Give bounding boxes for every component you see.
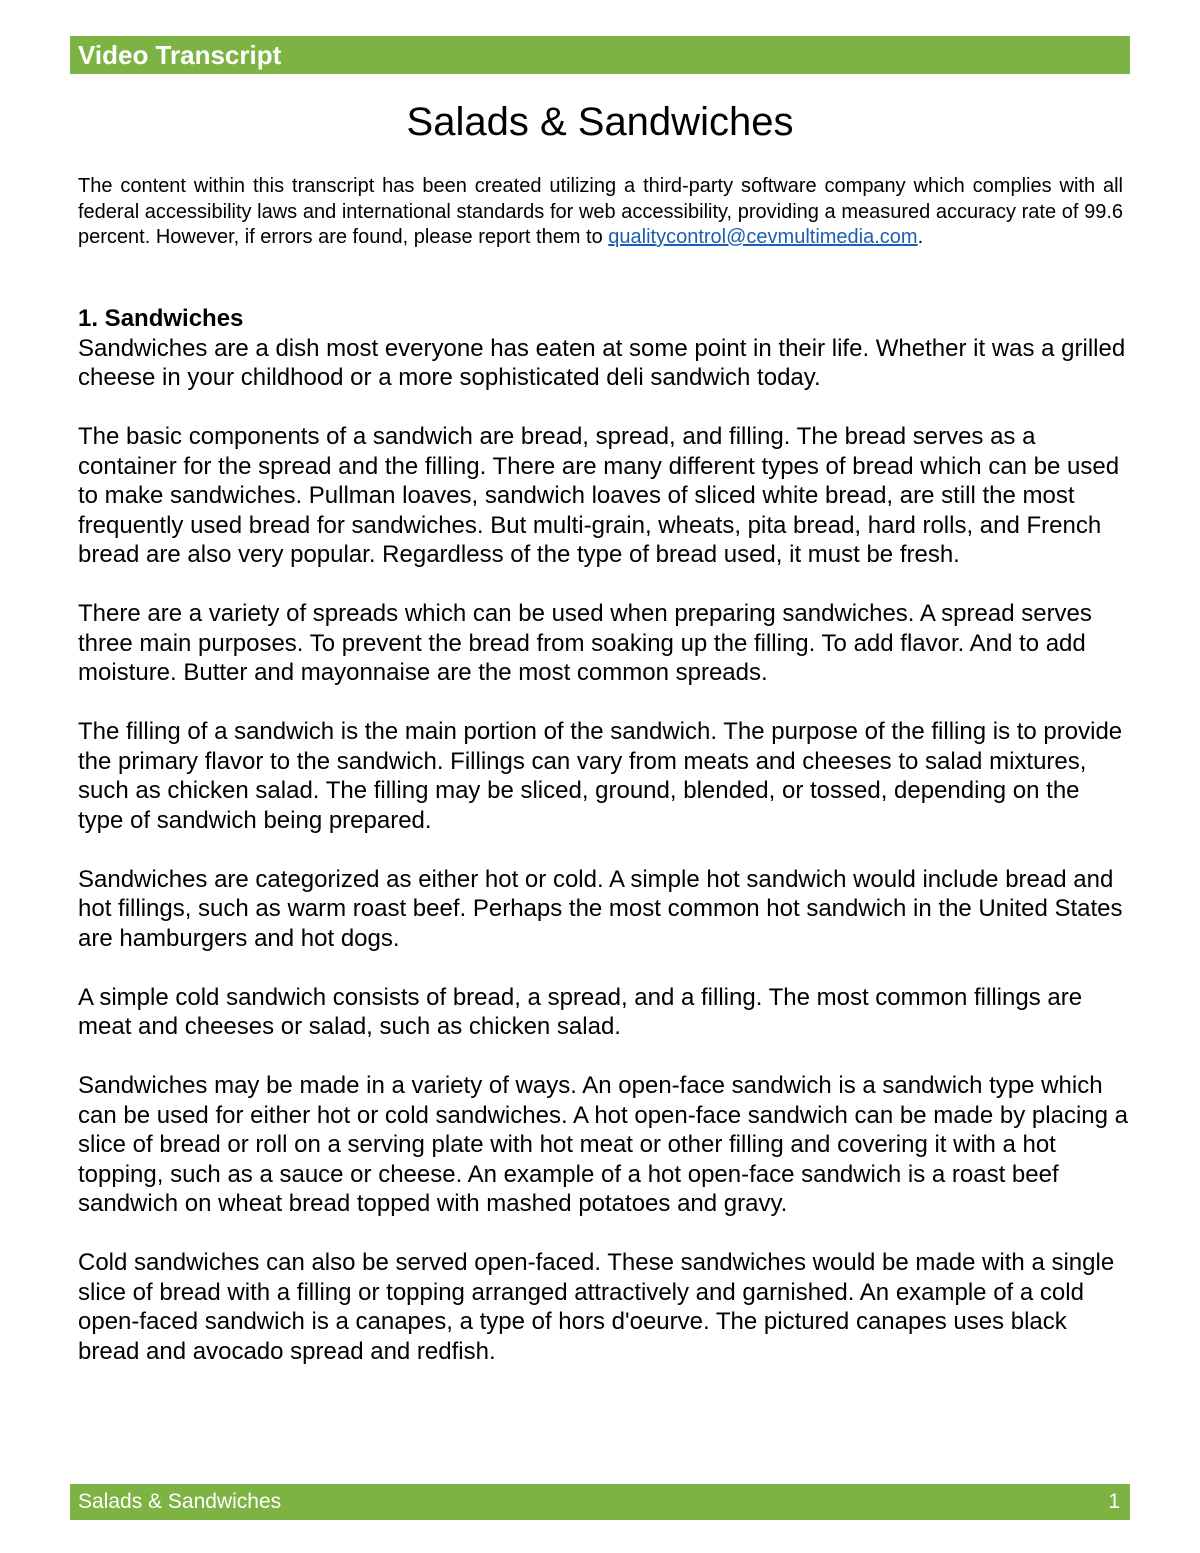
page-number: 1 xyxy=(1108,1490,1120,1513)
paragraph: A simple cold sandwich consists of bread, a spread, and a filling. The most common fillings are meat and cheeses or salad, such as chicken salad. xyxy=(78,983,1083,1040)
paragraph: Sandwiches are categorized as either hot or cold. A simple hot sandwich would include bread and hot fillings, such as warm roast beef. Perhaps the most common hot sandwich in the United States are hamburgers and hot dogs. xyxy=(78,865,1123,952)
footer-title: Salads & Sandwiches xyxy=(78,1490,282,1513)
intro-text: The content within this transcript has been created utilizing a third-party software company which complies with all federal accessibility laws and international standards for web accessibility, providing a measured accuracy rate of 99.6 percent. However, if errors are found, please report them to xyxy=(78,175,1123,248)
page-title: Salads & Sandwiches xyxy=(406,100,794,144)
paragraph: Sandwiches may be made in a variety of ways. An open-face sandwich is a sandwich type which can be used for either hot or cold sandwiches. A hot open-face sandwich can be made by placing a slice of bread or roll on a serving plate with hot meat or other filling and covering it with a hot topping, such as a sauce or cheese. An example of a hot open-face sandwich is a roast beef sandwich on wheat bread topped with mashed potatoes and gravy. xyxy=(78,1072,1128,1217)
paragraph: There are a variety of spreads which can be used when preparing sandwiches. A spread serves three main purposes. To prevent the bread from soaking up the filling. To add flavor. And to add moisture. Butter and mayonnaise are the most common spreads. xyxy=(78,600,1092,686)
footer-bar xyxy=(70,1484,1130,1520)
header-bar xyxy=(70,36,1130,74)
intro-end: . xyxy=(917,226,924,248)
paragraph: Sandwiches are a dish most everyone has eaten at some point in their life. Whether it was a grilled cheese in your childhood or a more sophisticated deli sandwich today. xyxy=(78,334,1126,391)
transcript-content xyxy=(78,304,1128,1396)
paragraph: The filling of a sandwich is the main portion of the sandwich. The purpose of the filling is to provide the primary flavor to the sandwich. Fillings can vary from meats and cheeses to salad mixtures, such as chicken salad. The filling may be sliced, ground, blended, or tossed, depending on the type of sandwich being prepared. xyxy=(78,718,1123,834)
intro-paragraph xyxy=(78,174,1123,251)
paragraph: Cold sandwiches can also be served open-faced. These sandwiches would be made with a single slice of bread with a filling or topping arranged attractively and garnished. An example of a cold open-faced sandwich is a canapes, a type of hors d'oeurve. The pictured canapes uses black bread and avocado spread and redfish. xyxy=(78,1249,1115,1365)
header-title: Video Transcript xyxy=(78,40,282,70)
paragraph: The basic components of a sandwich are bread, spread, and filling. The bread serves as a container for the spread and the filling. There are many different types of bread which can be used to make sandwiches. Pullman loaves, sandwich loaves of sliced white bread, are still the most frequently used bread for sandwiches. But multi-grain, wheats, pita bread, hard rolls, and French bread are also very popular. Regardless of the type of bread used, it must be fresh. xyxy=(78,423,1120,568)
section-heading: 1. Sandwiches xyxy=(78,305,244,332)
quality-control-email-link[interactable]: qualitycontrol@cevmultimedia.com xyxy=(608,226,918,248)
